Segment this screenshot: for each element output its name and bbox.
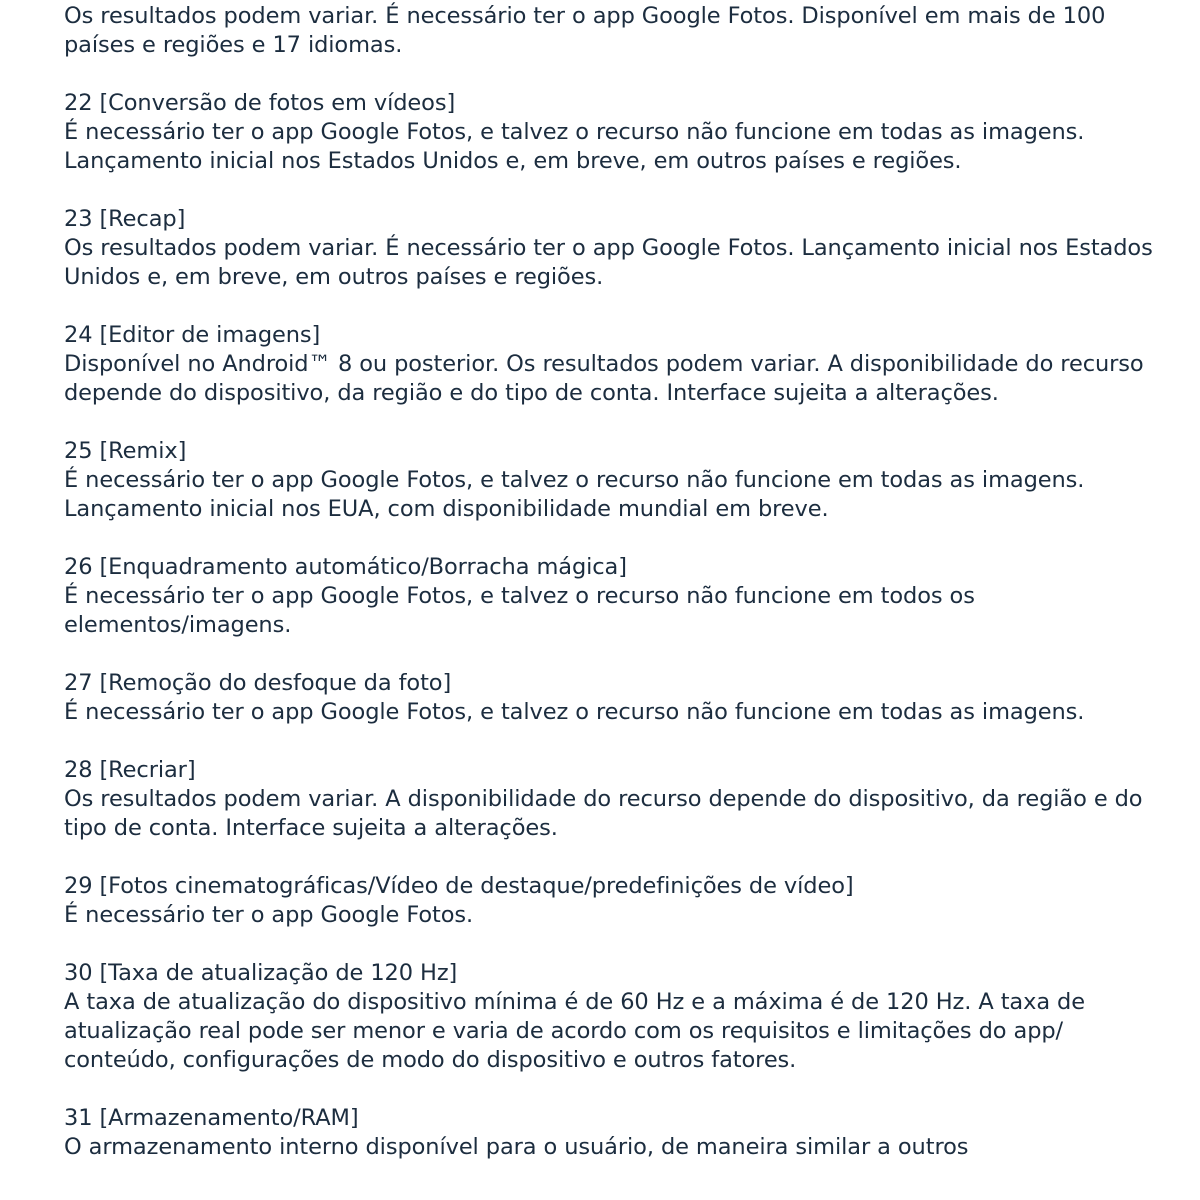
footnote-title: 29 [Fotos cinematográficas/Vídeo de destaque/predefinições de vídeo] xyxy=(64,873,854,899)
footnote-title: 28 [Recriar] xyxy=(64,757,196,783)
footnote-text: Os resultados podem variar. É necessário ter o app Google Fotos. Lançamento inicial nos Estados Unidos e, em breve, em outros países e regiões. xyxy=(64,235,1153,290)
footnote-29 xyxy=(64,872,1164,930)
footnote-27 xyxy=(64,669,1164,727)
footnote-text: A taxa de atualização do dispositivo mínima é de 60 Hz e a máxima é de 120 Hz. A taxa de atualização real pode ser menor e varia de acordo com os requisitos e limitações do app/ conteúdo, configurações de modo do dispositivo e outros fatores. xyxy=(64,989,1085,1073)
footnote-text: É necessário ter o app Google Fotos, e talvez o recurso não funcione em todas as imagens. xyxy=(64,699,1085,725)
footnote-21-continued xyxy=(64,2,1164,60)
footnote-text: Os resultados podem variar. É necessário ter o app Google Fotos. Disponível em mais de 100 países e regiões e 17 idiomas. xyxy=(64,3,1106,58)
footnote-title: 25 [Remix] xyxy=(64,438,187,464)
footnote-23 xyxy=(64,205,1164,292)
footnote-title: 23 [Recap] xyxy=(64,206,186,232)
footnote-title: 30 [Taxa de atualização de 120 Hz] xyxy=(64,960,458,986)
footnote-22 xyxy=(64,89,1164,176)
footnote-title: 24 [Editor de imagens] xyxy=(64,322,321,348)
footnotes-page xyxy=(64,2,1164,1191)
footnote-24 xyxy=(64,321,1164,408)
footnote-text: O armazenamento interno disponível para o usuário, de maneira similar a outros xyxy=(64,1134,969,1160)
footnote-title: 26 [Enquadramento automático/Borracha mágica] xyxy=(64,554,627,580)
footnote-25 xyxy=(64,437,1164,524)
footnote-text: É necessário ter o app Google Fotos, e talvez o recurso não funcione em todas as imagens. Lançamento inicial nos EUA, com disponibilidade mundial em breve. xyxy=(64,467,1085,522)
footnote-title: 31 [Armazenamento/RAM] xyxy=(64,1105,359,1131)
footnote-title: 22 [Conversão de fotos em vídeos] xyxy=(64,90,456,116)
footnote-text: Os resultados podem variar. A disponibilidade do recurso depende do dispositivo, da região e do tipo de conta. Interface sujeita a alterações. xyxy=(64,786,1143,841)
footnote-title: 27 [Remoção do desfoque da foto] xyxy=(64,670,452,696)
footnote-30 xyxy=(64,959,1164,1075)
footnote-text: É necessário ter o app Google Fotos. xyxy=(64,902,474,928)
footnote-text: É necessário ter o app Google Fotos, e talvez o recurso não funcione em todas as imagens. Lançamento inicial nos Estados Unidos e, em breve, em outros países e regiões. xyxy=(64,119,1085,174)
footnote-31 xyxy=(64,1104,1164,1162)
footnote-text: Disponível no Android™ 8 ou posterior. Os resultados podem variar. A disponibilidade do recurso depende do dispositivo, da região e do tipo de conta. Interface sujeita a alterações. xyxy=(64,351,1144,406)
footnote-28 xyxy=(64,756,1164,843)
footnote-26 xyxy=(64,553,1164,640)
footnote-text: É necessário ter o app Google Fotos, e talvez o recurso não funcione em todos os elementos/imagens. xyxy=(64,583,975,638)
